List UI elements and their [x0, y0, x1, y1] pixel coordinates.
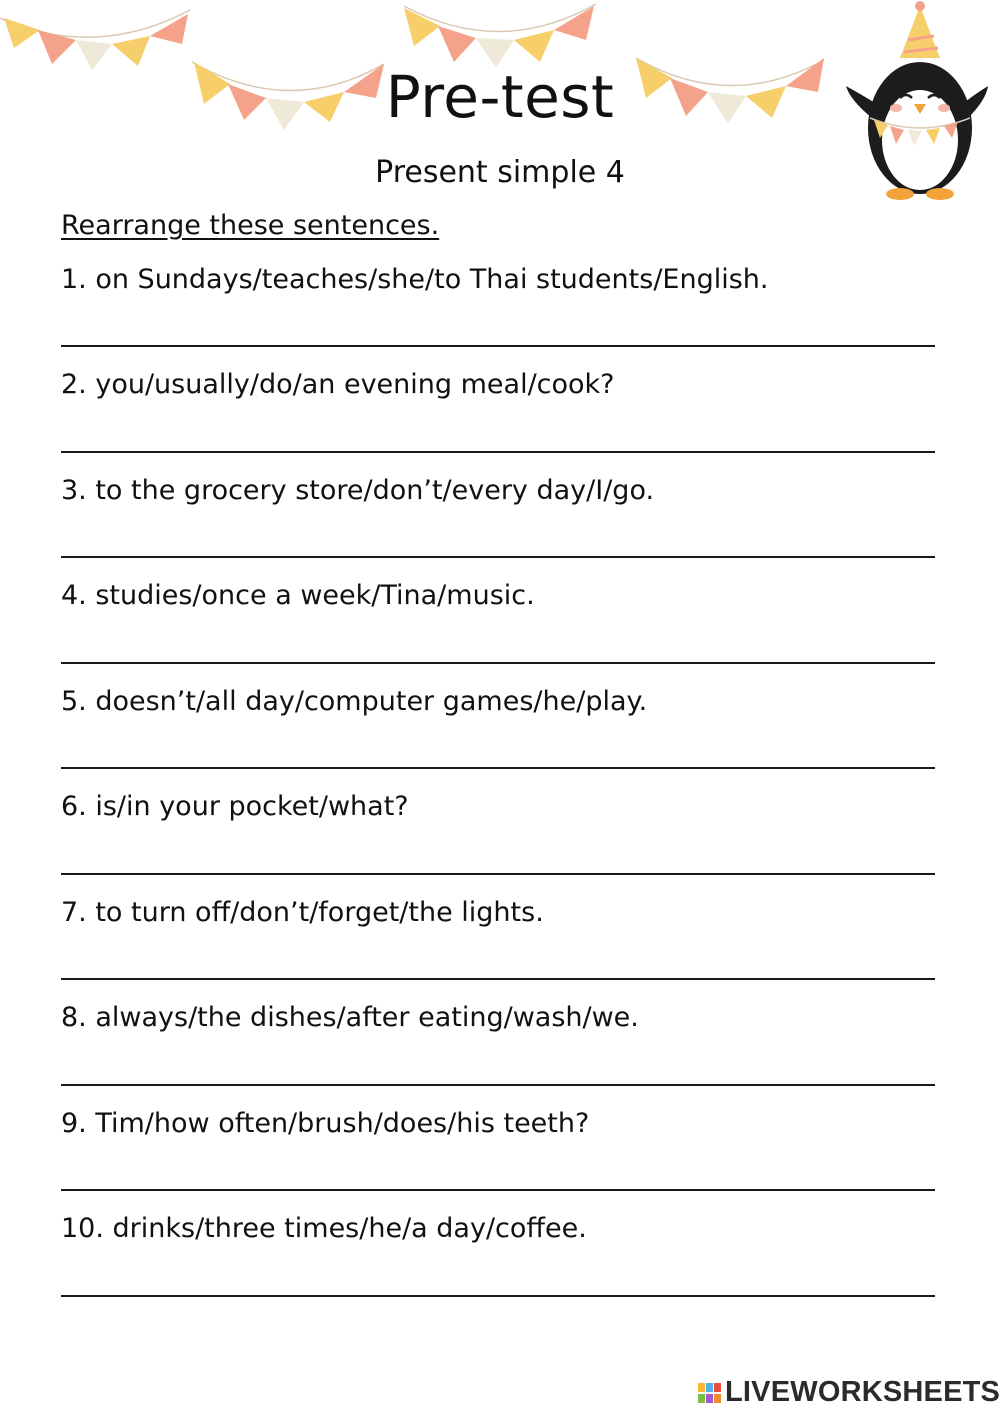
flag-icon [514, 30, 554, 62]
answer-line-10[interactable] [61, 1295, 935, 1297]
answer-line-1[interactable] [61, 345, 935, 347]
instruction-text: Rearrange these sentences. [61, 210, 440, 241]
question-4: 4. studies/once a week/Tina/music. [61, 580, 535, 611]
brand-text: LIVEWORKSHEETS [725, 1376, 1000, 1408]
question-9: 9. Tim/how often/brush/does/his teeth? [61, 1108, 590, 1139]
question-5: 5. doesn’t/all day/computer games/he/play. [61, 686, 648, 717]
answer-line-9[interactable] [61, 1189, 935, 1191]
brand-watermark [697, 1374, 1000, 1408]
flag-icon [4, 18, 40, 48]
flag-icon [150, 14, 188, 44]
answer-line-4[interactable] [61, 662, 935, 664]
liveworksheets-logo-icon [697, 1382, 723, 1404]
flag-icon [438, 26, 476, 62]
page-title: Pre-test [385, 63, 615, 131]
question-6: 6. is/in your pocket/what? [61, 791, 409, 822]
question-7: 7. to turn off/don’t/forget/the lights. [61, 897, 544, 928]
question-3: 3. to the grocery store/don’t/every day/I/go. [61, 475, 655, 506]
answer-line-7[interactable] [61, 978, 935, 980]
answer-line-8[interactable] [61, 1084, 935, 1086]
question-10: 10. drinks/three times/he/a day/coffee. [61, 1213, 587, 1244]
answer-line-3[interactable] [61, 556, 935, 558]
question-2: 2. you/usually/do/an evening meal/cook? [61, 369, 615, 400]
question-1: 1. on Sundays/teaches/she/to Thai students/English. [61, 264, 769, 295]
flag-icon [38, 30, 76, 64]
answer-line-5[interactable] [61, 767, 935, 769]
flag-icon [404, 8, 440, 46]
page-subtitle: Present simple 4 [375, 155, 625, 190]
flag-icon [554, 6, 594, 40]
answer-line-2[interactable] [61, 451, 935, 453]
answer-line-6[interactable] [61, 873, 935, 875]
question-8: 8. always/the dishes/after eating/wash/we. [61, 1002, 639, 1033]
